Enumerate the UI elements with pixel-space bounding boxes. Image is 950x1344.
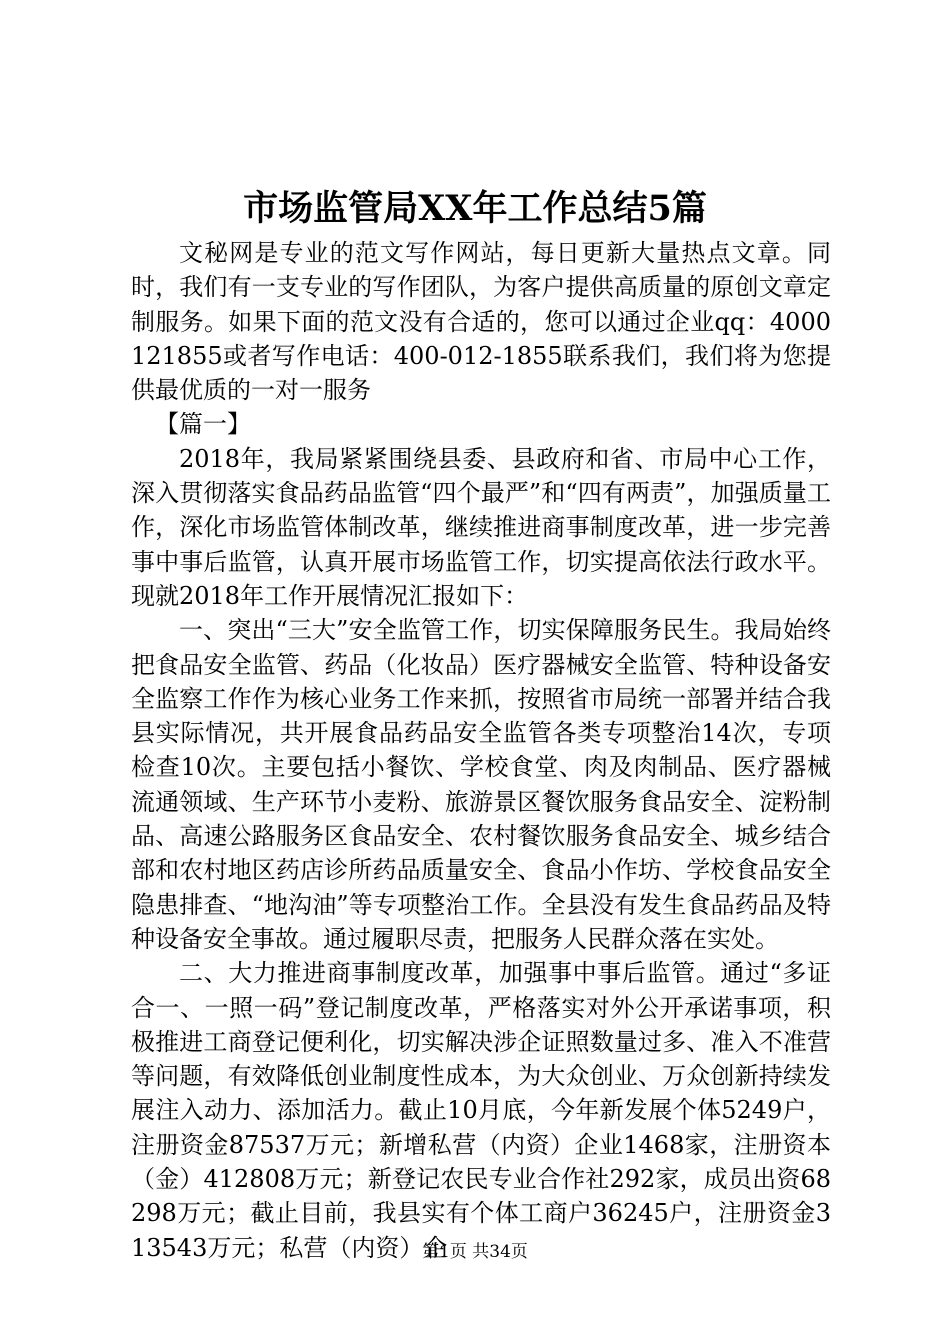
body-paragraph-2: 一、突出“三大”安全监管工作，切实保障服务民生。我局始终把食品安全监管、药品（化妆品）医疗器械安全监管、特种设备安全监察工作作为核心业务工作来抓，按照省市局统一部署并结合我县实际情况，共开展食品药品安全监管各类专项整治14次，专项检查10次。主要包括小餐饮、学校食堂、肉及肉制品、医疗器械流通领域、生产环节小麦粉、旅游景区餐饮服务食品安全、淀粉制品、高速公路服务区食品安全、农村餐饮服务食品安全、城乡结合部和农村地区药店诊所药品质量安全、食品小作坊、学校食品安全隐患排查、“地沟油”等专项整治工作。全县没有发生食品药品及特种设备安全事故。通过履职尽责，把服务人民群众落在实处。 (131, 616, 831, 953)
section-heading: 【篇一】 (155, 410, 251, 439)
page-title: 市场监管局XX年工作总结5篇 (243, 188, 707, 229)
intro-paragraph: 文秘网是专业的范文写作网站，每日更新大量热点文章。同时，我们有一支专业的写作团队，为客户提供高质量的原创文章定制服务。如果下面的范文没有合适的，您可以通过企业qq：4000121855或者写作电话：400-012-1855联系我们，我们将为您提供最优质的一对一服务 (131, 239, 831, 405)
page-footer: 第1页 共34页 (422, 1242, 528, 1262)
body-paragraph-1: 2018年，我局紧紧围绕县委、县政府和省、市局中心工作，深入贯彻落实食品药品监管“四个最严”和“四有两责”，加强质量工作，深化市场监管体制改革，继续推进商事制度改革，进一步完善事中事后监管，认真开展市场监管工作，切实提高依法行政水平。现就2018年工作开展情况汇报如下： (131, 444, 831, 610)
body-paragraph-3: 二、大力推进商事制度改革，加强事中事后监管。通过“多证合一、一照一码”登记制度改革，严格落实对外公开承诺事项，积极推进工商登记便利化，切实解决涉企证照数量过多、准入不准营等问题，有效降低创业制度性成本，为大众创业、万众创新持续发展注入动力、添加活力。截止10月底，今年新发展个体5249户，注册资金87537万元；新增私营（内资）企业1468家，注册资本（金）412808万元；新登记农民专业合作社292家，成员出资68298万元；截止目前，我县实有个体工商户36245户，注册资金313543万元；私营（内资）企 (131, 959, 831, 1262)
document-body (131, 236, 831, 1265)
